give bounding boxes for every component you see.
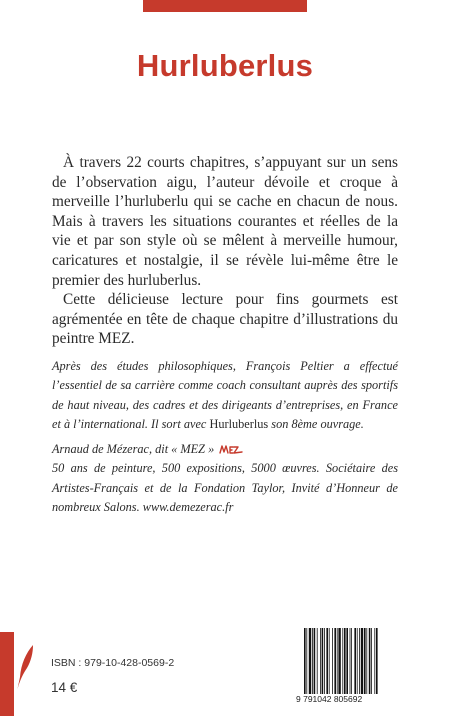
barcode-bar <box>371 628 372 694</box>
author-bio-text-end: son 8ème ouvrage. <box>271 416 364 431</box>
blurb-paragraph: À travers 22 courts chapitres, s’appuyant sur un sens de l’observation aigu, l’auteur dévoile et croque à merveille l’hurluberlu qui se cache en chacun de nous. Mais à travers les situations courantes et réelles de la vie et par son style où se mêlent à merveille humour, caricatures et nostalgie, il se révèle lui-même être le premier des hurluberlus. <box>52 154 398 289</box>
book-name-inline: Hurluberlus <box>209 416 269 431</box>
barcode-bar <box>366 628 367 694</box>
barcode-bar <box>359 628 360 694</box>
barcode-bar <box>306 628 307 694</box>
barcode-bar <box>338 628 340 694</box>
barcode-bar <box>314 628 316 694</box>
book-title: Hurluberlus <box>136 48 314 83</box>
barcode-bar <box>337 628 338 694</box>
barcode-bar <box>342 628 343 694</box>
barcode-bar <box>354 628 356 694</box>
barcode-bar <box>304 628 306 694</box>
price-label: 14 € <box>51 680 78 695</box>
barcode-number: 9 791042 805692 <box>296 694 363 704</box>
barcode-bar <box>322 628 324 694</box>
left-accent-bar <box>0 632 14 716</box>
barcode-bar <box>317 628 318 694</box>
illustrator-details: 50 ans de peinture, 500 expositions, 5000 œuvres. Sociétaire des Artistes-Français et de la Fondation Taylor, Invité d’Honneur de nombreux Salons. www.demezerac.fr <box>52 461 398 514</box>
barcode-bar <box>364 628 366 694</box>
barcode-bar <box>320 628 321 694</box>
barcode <box>303 628 403 698</box>
back-cover-blurb <box>52 153 398 349</box>
quill-logo-icon <box>17 644 35 690</box>
barcode-bar <box>350 628 351 694</box>
top-accent-bar <box>143 0 307 12</box>
barcode-bar <box>312 628 313 694</box>
barcode-bar <box>351 628 352 694</box>
illustrator-intro-line <box>52 440 398 459</box>
barcode-bar <box>376 628 378 694</box>
author-bio-text: Après des études philosophiques, François Peltier a effectué l’essentiel de sa carrière comme coach consultant auprès des sportifs de haut niveau, des cadres et des dirigeants d’entreprises, en France et à l’international. Il sort avec <box>52 359 398 431</box>
barcode-bar <box>369 628 371 694</box>
barcode-bar <box>309 628 311 694</box>
barcode-bar <box>326 628 328 694</box>
barcode-bar <box>361 628 363 694</box>
mez-signature-icon <box>219 443 243 455</box>
barcode-bar <box>332 628 333 694</box>
barcode-bar <box>374 628 375 694</box>
barcode-bar <box>346 628 348 694</box>
blurb-paragraph: Cette délicieuse lecture pour fins gourmets est agrémentée en tête de chaque chapitre d’illustrations du peintre MEZ. <box>52 291 398 348</box>
illustrator-info <box>52 440 398 517</box>
barcode-bar <box>324 628 325 694</box>
barcode-bar <box>334 628 336 694</box>
barcode-bar <box>344 628 346 694</box>
illustrator-intro: Arnaud de Mézerac, dit « MEZ » <box>52 442 215 456</box>
isbn-label: ISBN : 979-10-428-0569-2 <box>51 657 175 669</box>
barcode-bar <box>357 628 358 694</box>
author-bio <box>52 357 398 434</box>
barcode-bar <box>329 628 330 694</box>
